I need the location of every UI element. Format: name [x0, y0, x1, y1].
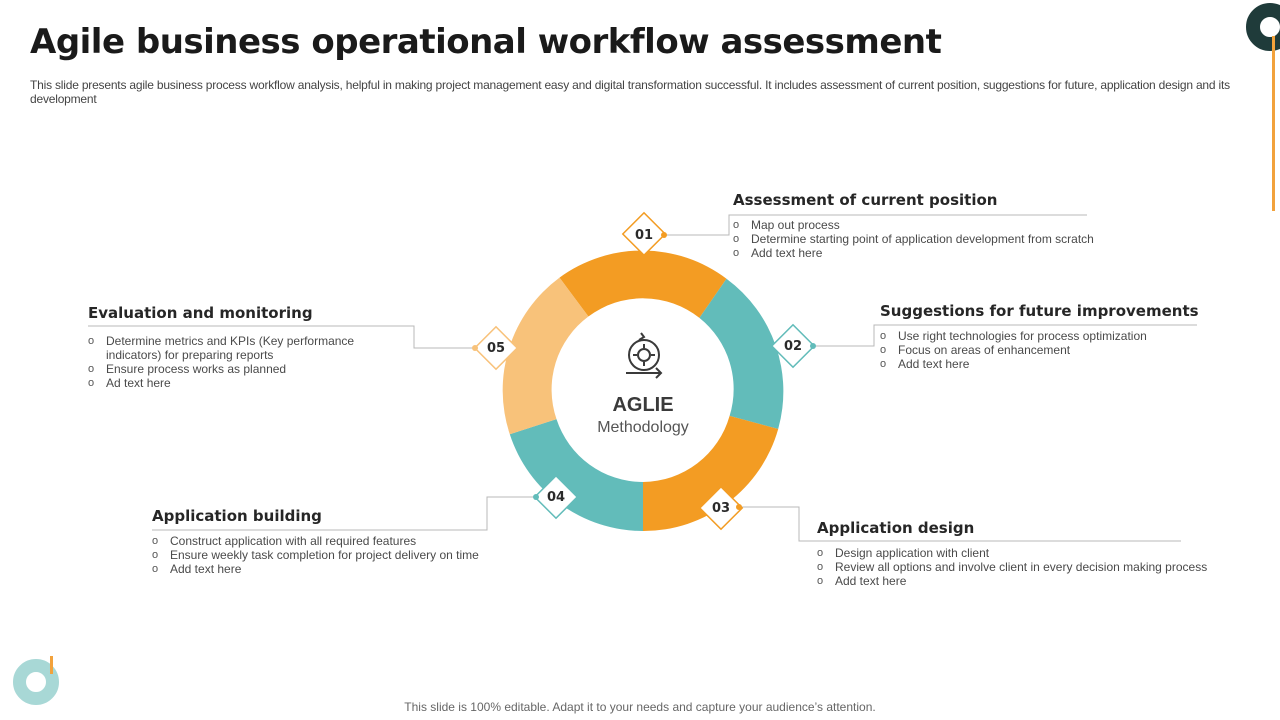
step-01-title: Assessment of current position — [733, 191, 998, 209]
segment-01 — [560, 251, 727, 318]
step-01-bullet-2: o Determine starting point of application development from scratch — [733, 232, 1133, 246]
step-04-bullet-1: o Construct application with all required features — [152, 534, 492, 548]
step-05-block — [88, 304, 378, 390]
step-04-block — [152, 507, 492, 576]
badge-number-04: 04 — [546, 489, 566, 505]
step-01-bullet-3: o Add text here — [733, 246, 1133, 260]
step-01-bullets — [733, 218, 1133, 260]
step-05-bullet-2: o Ensure process works as planned — [88, 362, 378, 376]
step-05-bullet-3: o Ad text here — [88, 376, 378, 390]
page-subtitle: This slide presents agile business process workflow analysis, helpful in making project management easy and digital transformation successful. It includes assessment of current position, suggestions for future, application design and its development — [30, 78, 1230, 106]
step-01-block — [733, 191, 1133, 260]
step-03-bullet-2: o Review all options and involve client in every decision making process — [817, 560, 1237, 574]
badge-number-05: 05 — [486, 340, 506, 356]
step-03-block — [817, 519, 1237, 588]
step-05-bullets — [88, 334, 378, 390]
dot-01 — [661, 232, 667, 238]
dot-02 — [810, 343, 816, 349]
step-04-bullet-3: o Add text here — [152, 562, 492, 576]
step-03-bullet-3: o Add text here — [817, 574, 1237, 588]
step-02-title: Suggestions for future improvements — [880, 302, 1199, 320]
step-02-bullet-3: o Add text here — [880, 357, 1210, 371]
page-title: Agile business operational workflow assessment — [30, 22, 942, 62]
badge-number-01: 01 — [634, 227, 654, 243]
center-title: AGLIE — [612, 394, 674, 416]
step-05-title: Evaluation and monitoring — [88, 304, 313, 322]
step-04-bullets — [152, 534, 492, 576]
step-03-bullets — [817, 546, 1237, 588]
step-02-bullet-1: o Use right technologies for process optimization — [880, 329, 1210, 343]
step-02-bullets — [880, 329, 1210, 371]
badge-number-02: 02 — [783, 338, 803, 354]
step-02-bullet-2: o Focus on areas of enhancement — [880, 343, 1210, 357]
dot-05 — [472, 345, 478, 351]
step-05-bullet-1: o Determine metrics and KPIs (Key performance indicators) for preparing reports — [88, 334, 378, 362]
footer-note: This slide is 100% editable. Adapt it to your needs and capture your audience’s attention. — [404, 700, 876, 714]
step-04-bullet-2: o Ensure weekly task completion for project delivery on time — [152, 548, 492, 562]
step-04-title: Application building — [152, 507, 322, 525]
step-02-block — [880, 302, 1210, 371]
center-subtitle: Methodology — [597, 419, 689, 436]
step-03-bullet-1: o Design application with client — [817, 546, 1237, 560]
badge-number-03: 03 — [711, 500, 731, 516]
step-01-bullet-1: o Map out process — [733, 218, 1133, 232]
step-03-title: Application design — [817, 519, 975, 537]
